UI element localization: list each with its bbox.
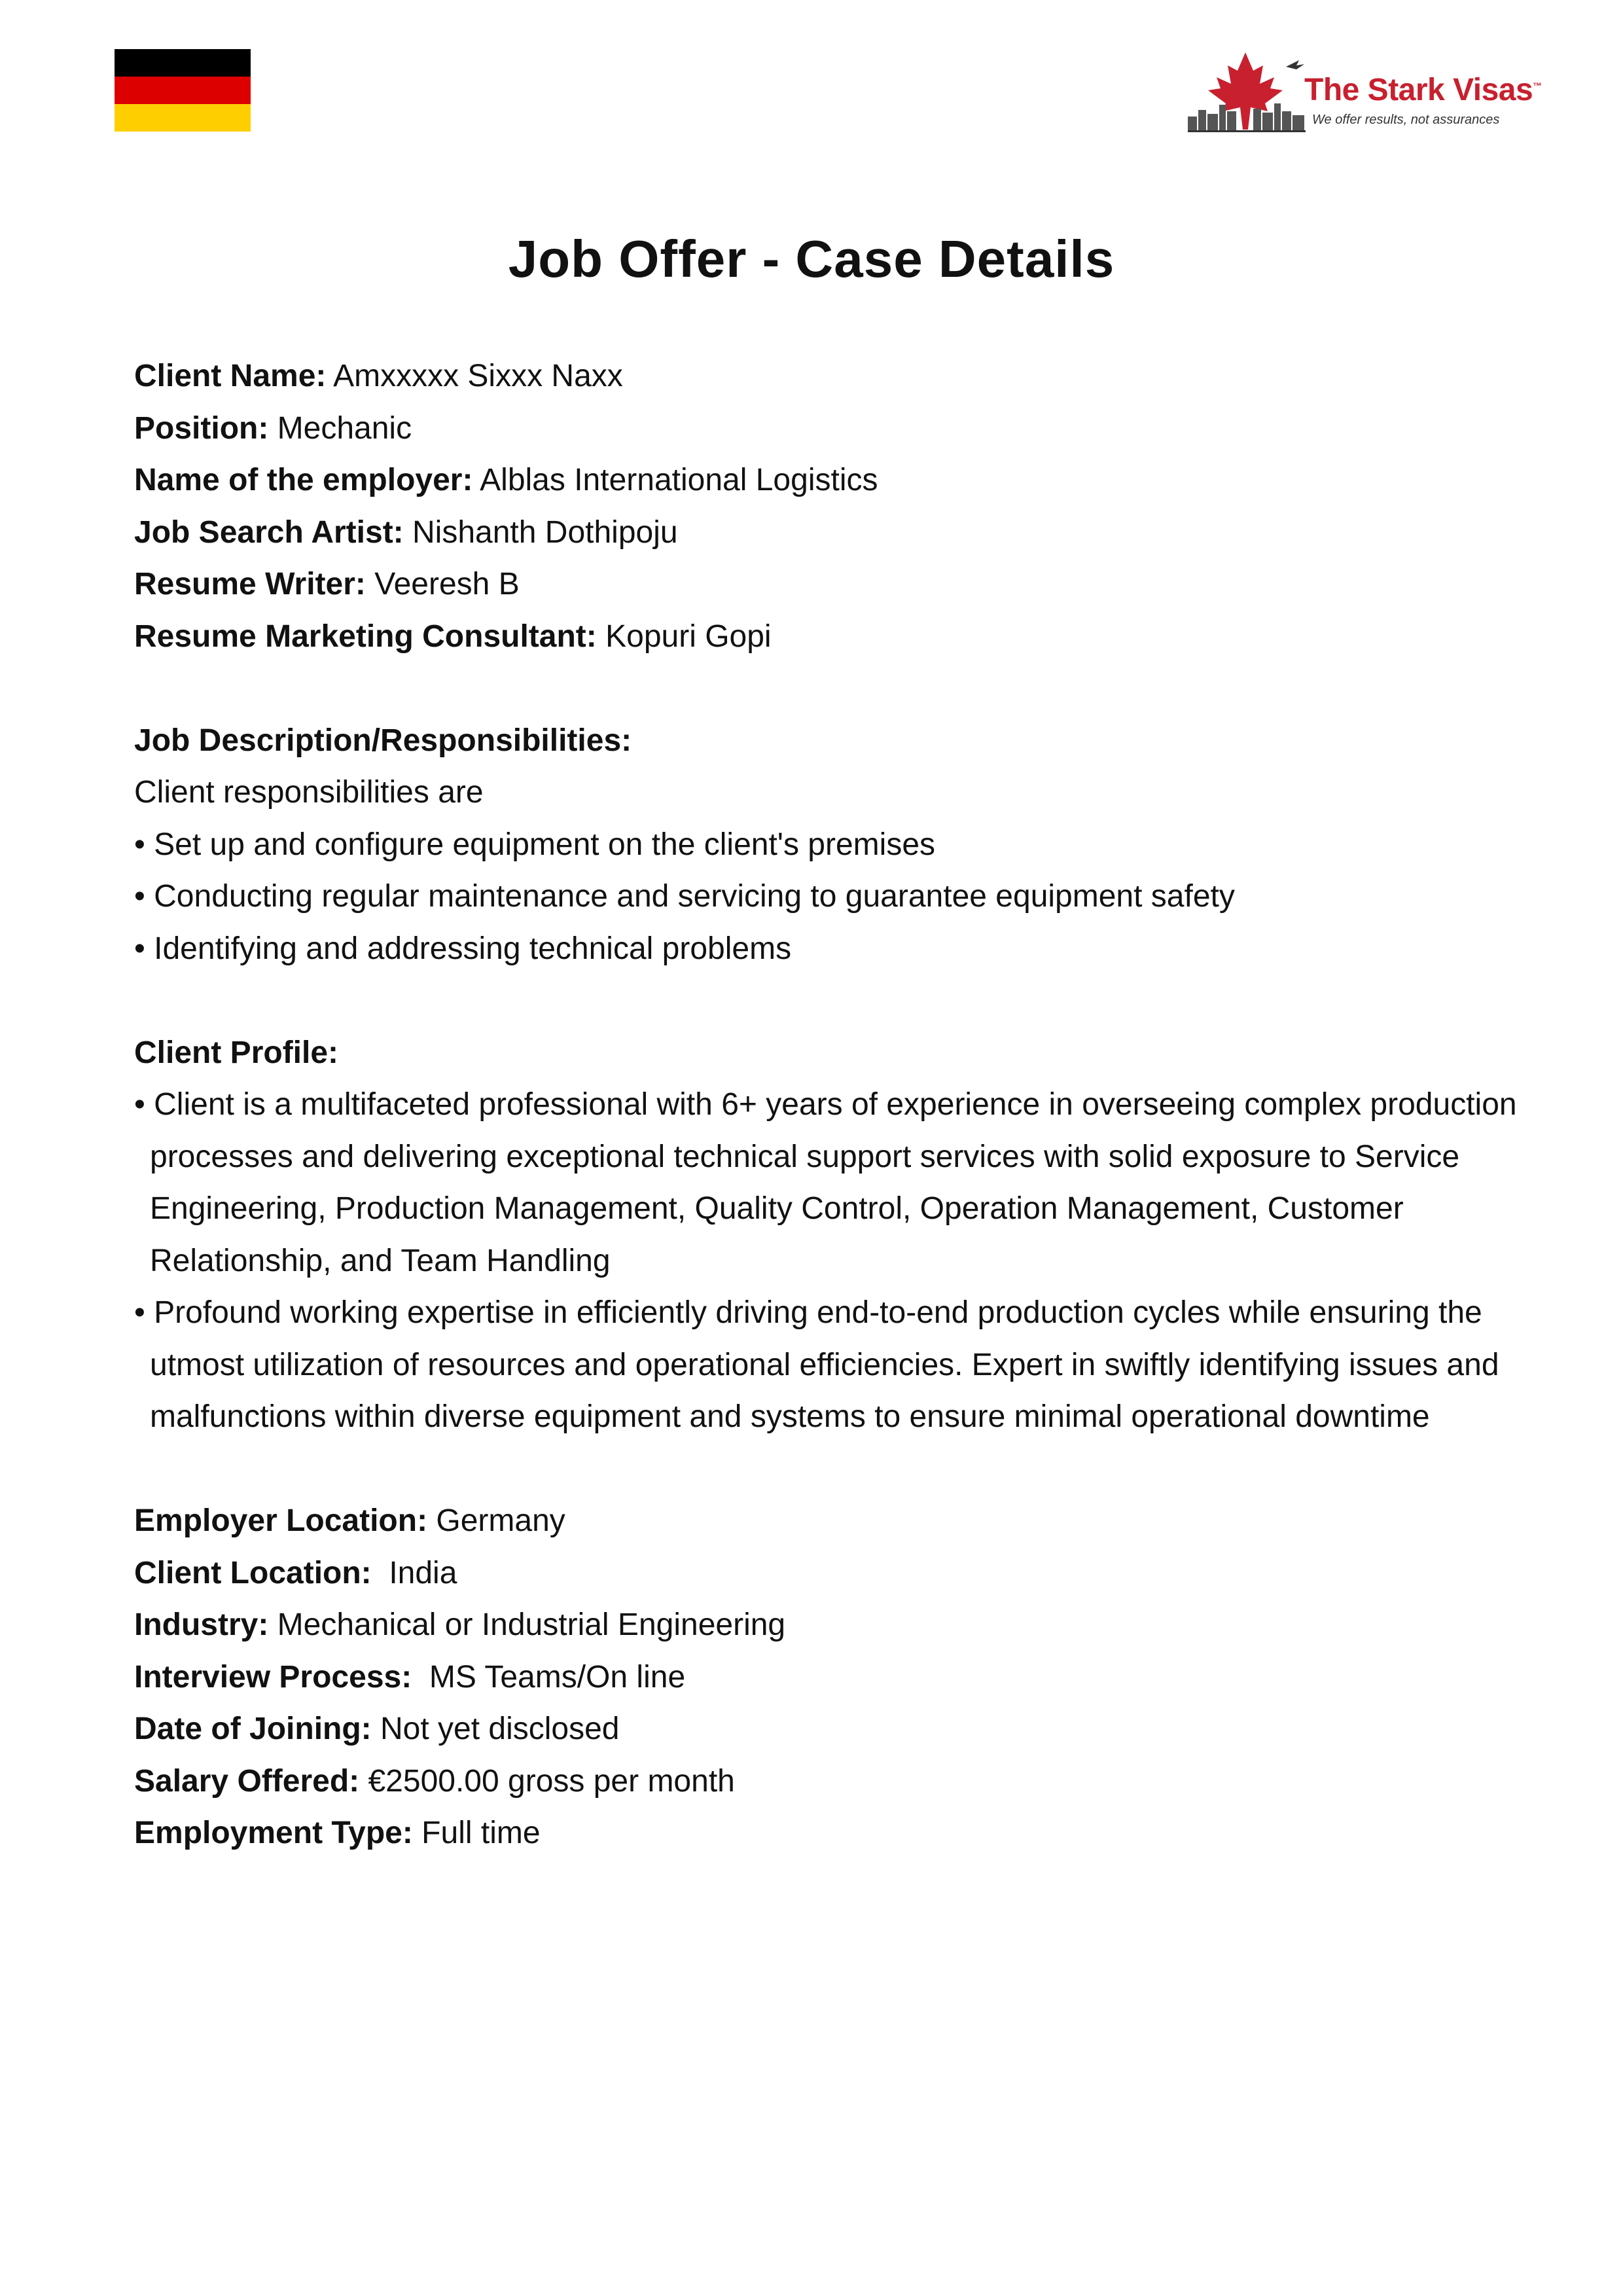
page-title: Job Offer - Case Details: [508, 230, 1115, 288]
field-employer-location: [134, 1495, 1580, 1547]
field-value: Veeresh B: [365, 567, 520, 601]
field-value: Nishanth Dothipoju: [403, 514, 678, 550]
field-value: Germany: [427, 1503, 565, 1538]
field-label: Position:: [134, 410, 269, 446]
field-label: Salary Offered:: [134, 1763, 360, 1799]
field-value: Not yet disclosed: [371, 1712, 620, 1746]
brand-name: The Stark Visas™: [1304, 73, 1542, 107]
responsibility-item: • Set up and configure equipment on the client's premises: [134, 827, 936, 862]
client-profile-heading: Client Profile:: [134, 1035, 339, 1070]
field-resume-writer: [134, 558, 1580, 611]
responsibility-item: • Conducting regular maintenance and servicing to guarantee equipment safety: [134, 879, 1235, 914]
flag-gold-band: [115, 104, 251, 132]
field-value: €2500.00 gross per month: [359, 1763, 735, 1799]
field-label: Resume Writer:: [134, 567, 366, 601]
field-label: Resume Marketing Consultant:: [134, 619, 597, 654]
field-value: MS Teams/On line: [412, 1659, 686, 1695]
field-employer-name: [134, 454, 1580, 507]
field-interview-process: [134, 1651, 1580, 1704]
field-label: Industry:: [134, 1607, 269, 1642]
responsibilities-heading: Job Description/Responsibilities:: [134, 723, 632, 758]
germany-flag: [115, 49, 251, 132]
field-marketing-consultant: [134, 611, 1580, 663]
responsibilities-intro: Client responsibilities are: [134, 775, 484, 810]
flag-black-band: [115, 49, 251, 77]
field-salary-offered: [134, 1755, 1580, 1808]
maple-leaf-skyline-icon: [1188, 52, 1309, 134]
field-date-of-joining: [134, 1703, 1580, 1755]
company-logo: [1188, 52, 1544, 134]
field-label: Client Name:: [134, 359, 327, 393]
profile-item: • Profound working expertise in efficiently driving end-to-end production cycles while ensuring the utmost utilization of resources and operational efficiencies. Expert in swiftly identifying issues and malfunctions within diverse equipment and systems to ensure minimal operational downtime: [134, 1295, 1499, 1434]
field-client-location: [134, 1547, 1580, 1600]
field-industry: [134, 1599, 1580, 1651]
field-label: Employment Type:: [134, 1816, 413, 1850]
section-spacer: [134, 975, 1580, 1027]
field-job-search-artist: [134, 507, 1580, 559]
field-label: Employer Location:: [134, 1503, 428, 1538]
field-label: Client Location:: [134, 1555, 372, 1590]
field-value: Full time: [412, 1816, 541, 1850]
flag-red-band: [115, 77, 251, 104]
field-value: Alblas International Logistics: [473, 463, 878, 497]
field-client-name: [134, 350, 1580, 403]
field-label: Job Search Artist:: [134, 514, 404, 550]
field-value: Mechanical or Industrial Engineering: [268, 1607, 786, 1642]
field-position: [134, 403, 1580, 455]
case-details: [134, 350, 1580, 1859]
field-value: Mechanic: [268, 410, 412, 446]
field-value: Amxxxxx Sixxx Naxx: [326, 359, 623, 393]
field-label: Date of Joining:: [134, 1712, 372, 1746]
brand-tagline: We offer results, not assurances: [1312, 113, 1500, 127]
section-spacer: [134, 1443, 1580, 1496]
profile-item: • Client is a multifaceted professional with 6+ years of experience in overseeing complex production processes and delivering exceptional technical support services with solid exposure to Service Engineering, Production Management, Quality Control, Operation Management, Customer Relationship, and Team Handling: [134, 1087, 1517, 1278]
field-label: Interview Process:: [134, 1659, 412, 1695]
responsibility-item: • Identifying and addressing technical problems: [134, 931, 792, 966]
field-employment-type: [134, 1807, 1580, 1859]
field-value: Kopuri Gopi: [596, 619, 772, 654]
section-spacer: [134, 662, 1580, 715]
field-value: India: [371, 1555, 457, 1590]
field-label: Name of the employer:: [134, 463, 473, 497]
